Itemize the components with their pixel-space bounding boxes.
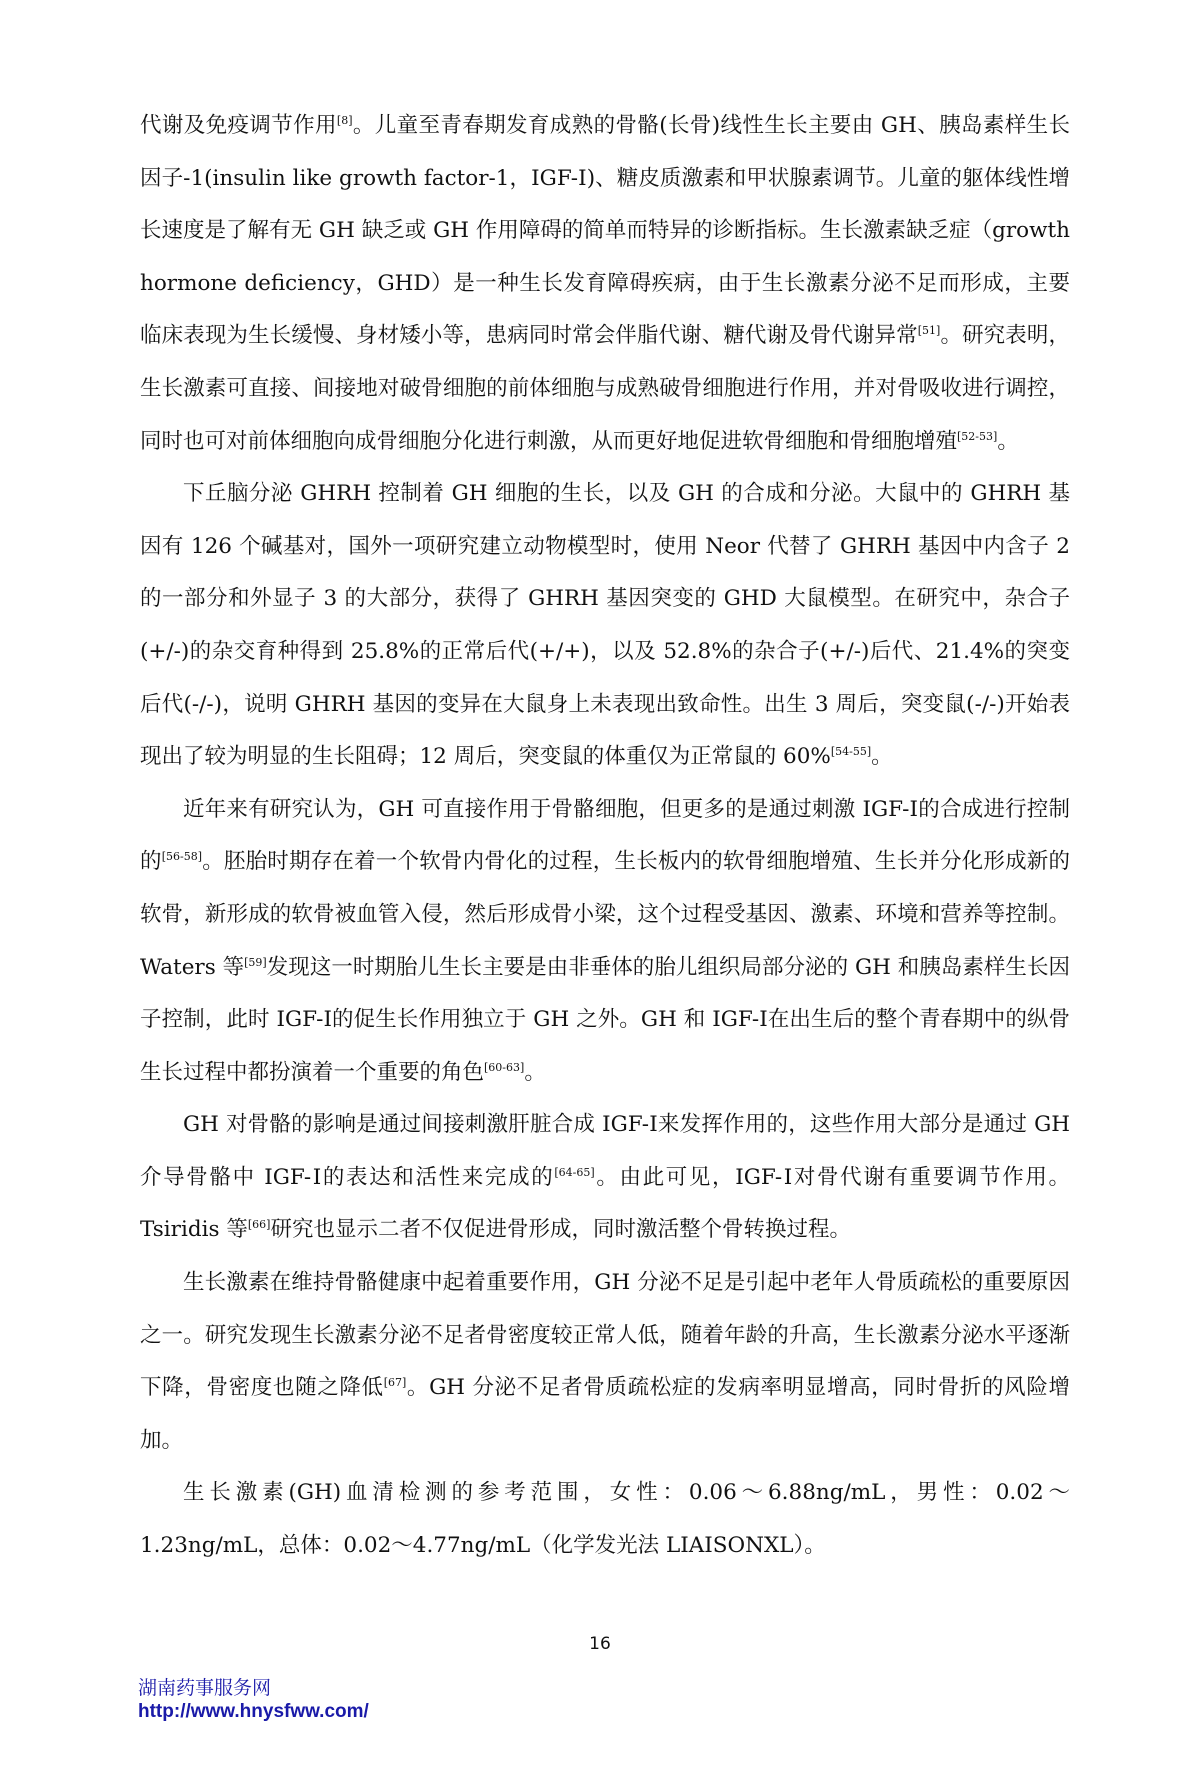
footer-site-url[interactable]: http://www.hnysfww.com/ <box>138 1701 369 1722</box>
footer-site-name[interactable]: 湖南药事服务网 <box>138 1677 272 1699</box>
paragraph <box>140 468 1070 784</box>
citation-marker: [64-65] <box>554 1165 595 1179</box>
paragraph-text: 。GH 分泌不足者骨质疏松症的发病率明显增高，同时骨折的风险增加。 <box>140 1375 1070 1453</box>
citation-marker: [8] <box>336 113 353 127</box>
paragraph <box>140 1467 1070 1572</box>
citation-marker: [60-63] <box>484 1060 525 1074</box>
paragraph-text: 代谢及免疫调节作用 <box>140 113 337 138</box>
page-number: 16 <box>589 1634 611 1654</box>
citation-marker: [67] <box>383 1376 407 1390</box>
paragraph-text: 。胚胎时期存在着一个软骨内骨化的过程，生长板内的软骨细胞增殖、生长并分化形成新的软骨，新形成的软骨被血管入侵，然后形成骨小梁，这个过程受基因、激素、环境和营养等控制。Waters 等 <box>140 849 1070 980</box>
paragraph <box>140 100 1070 468</box>
citation-marker: [56-58] <box>161 850 202 864</box>
citation-marker: [54-55] <box>830 744 872 758</box>
paragraph-text: 下丘脑分泌 GHRH 控制着 GH 细胞的生长，以及 GH 的合成和分泌。大鼠中的 GHRH 基因有 126 个碱基对，国外一项研究建立动物模型时，使用 Neor 代替了 GHRH 基因中内含子 2 的一部分和外显子 3 的大部分，获得了 GHRH 基因突变的 GHD 大鼠模型。在研究中，杂合子(+/-)的杂交育种得到 25.8%的正常后代(+/+)，以及 52.8%的杂合子(+/-)后代、21.4%的突变后代(-/-)，说明 GHRH 基因的变异在大鼠身上未表现出致命性。出生 3 周后，突变鼠(-/-)开始表现出了较为明显的生长阻碍；12 周后，突变鼠的体重仅为正常鼠的 60% <box>140 481 1070 770</box>
paragraph-text: 。 <box>871 744 893 770</box>
paragraph <box>140 1099 1070 1257</box>
paragraph-text: 发现这一时期胎儿生长主要是由非垂体的胎儿组织局部分泌的 GH 和胰岛素样生长因子控制，此时 IGF-Ⅰ的促生长作用独立于 GH 之外。GH 和 IGF-Ⅰ在出生后的整个青春期中的纵骨生长过程中都扮演着一个重要的角色 <box>140 954 1070 1085</box>
citation-marker: [52-53] <box>957 429 998 443</box>
paragraph <box>140 784 1070 1100</box>
citation-marker: [51] <box>917 324 941 338</box>
paragraph <box>140 1257 1070 1467</box>
paragraph-text: 。 <box>524 1059 546 1085</box>
paragraph-text: GH 对骨骼的影响是通过间接刺激肝脏合成 IGF-Ⅰ来发挥作用的，这些作用大部分是通过 GH 介导骨骼中 IGF-Ⅰ的表达和活性来完成的 <box>140 1112 1070 1190</box>
paragraph-text: 。 <box>997 428 1019 454</box>
paragraph-text: 生长激素(GH)血清检测的参考范围，女性：0.06～6.88ng/mL，男性：0.02～1.23ng/mL，总体：0.02～4.77ng/mL（化学发光法 LIAISONXL）。 <box>140 1480 1070 1559</box>
paragraph-text: 。儿童至青春期发育成熟的骨骼(长骨)线性生长主要由 GH、胰岛素样生长因子-1(insulin like growth factor-1，IGF-Ⅰ)、糖皮质激素和甲状腺素调节。儿童的躯体线性增长速度是了解有无 GH 缺乏或 GH 作用障碍的简单而特异的诊断指标。生长激素缺乏症（growth hormone deficiency，GHD）是一种生长发育障碍疾病，由于生长激素分泌不足而形成，主要临床表现为生长缓慢、身材矮小等，患病同时常会伴脂代谢、糖代谢及骨代谢异常 <box>140 113 1070 349</box>
body-text <box>140 100 1070 1573</box>
citation-marker: [59] <box>244 955 267 969</box>
paragraph-text: 近年来有研究认为，GH 可直接作用于骨骼细胞，但更多的是通过刺激 IGF-Ⅰ的合成进行控制的 <box>140 796 1070 875</box>
paragraph-text: 生长激素在维持骨骼健康中起着重要作用，GH 分泌不足是引起中老年人骨质疏松的重要原因之一。研究发现生长激素分泌不足者骨密度较正常人低，随着年龄的升高，生长激素分泌水平逐渐下降，骨密度也随之降低 <box>140 1270 1070 1401</box>
paragraph-text: 研究也显示二者不仅促进骨形成，同时激活整个骨转换过程。 <box>270 1217 851 1243</box>
paragraph-text: 。研究表明，生长激素可直接、间接地对破骨细胞的前体细胞与成熟破骨细胞进行作用，并对骨吸收进行调控，同时也可对前体细胞向成骨细胞分化进行刺激，从而更好地促进软骨细胞和骨细胞增殖 <box>140 323 1070 454</box>
paragraph-text: 。由此可见，IGF-Ⅰ对骨代谢有重要调节作用。Tsiridis 等 <box>140 1164 1070 1243</box>
citation-marker: [66] <box>247 1218 271 1232</box>
